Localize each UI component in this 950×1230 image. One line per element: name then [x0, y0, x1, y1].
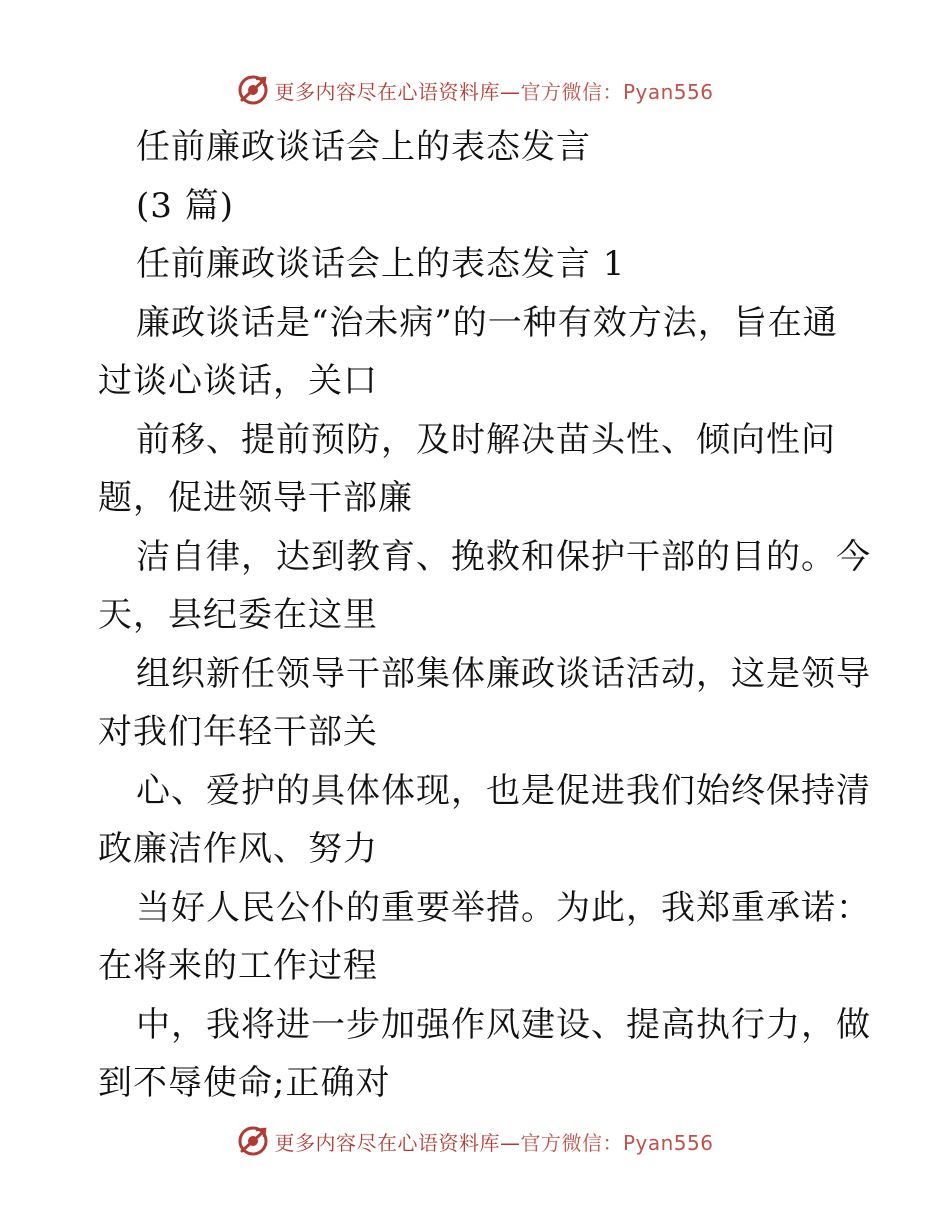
text-line: 在将来的工作过程 — [98, 946, 378, 986]
footer-watermark — [0, 1121, 950, 1161]
banner-text — [274, 76, 713, 105]
logo-icon — [236, 1124, 270, 1158]
text-line: 洁自律，达到教育、挽救和保护干部的目的。今 — [136, 536, 871, 577]
text-line: 组织新任领导干部集体廉政谈话活动，这是领导 — [136, 653, 871, 694]
document-body — [98, 118, 871, 1113]
banner-text — [274, 1127, 713, 1156]
text-line: 中，我将进一步加强作风建设、提高执行力，做 — [136, 1004, 871, 1045]
text-line: 任前廉政谈话会上的表态发言 1 — [136, 244, 626, 284]
banner-site: 更多内容尽在心语资料库— — [274, 79, 521, 104]
text-line: 当好人民公仆的重要举措。为此，我郑重承诺： — [136, 887, 871, 928]
text-line: 前移、提前预防，及时解决苗头性、倾向性问 — [136, 419, 836, 460]
banner-wechat: 官方微信：Pyan556 — [520, 1130, 714, 1155]
banner-wechat: 官方微信：Pyan556 — [520, 79, 714, 104]
text-line: 任前廉政谈话会上的表态发言 — [136, 127, 591, 167]
text-line: 天，县纪委在这里 — [98, 595, 378, 635]
text-line: 题，促进领导干部廉 — [98, 478, 413, 518]
text-line: (3 篇) — [136, 185, 234, 226]
text-line: 到不辱使命;正确对 — [98, 1063, 391, 1103]
text-line: 对我们年轻干部关 — [98, 712, 378, 752]
text-line: 过谈心谈话，关口 — [98, 361, 378, 401]
header-watermark — [0, 70, 950, 110]
text-line: 政廉洁作风、努力 — [98, 829, 378, 869]
text-line: 心、爱护的具体体现，也是促进我们始终保持清 — [136, 770, 871, 811]
text-line: 廉政谈话是“治未病”的一种有效方法，旨在通 — [136, 302, 838, 343]
banner-site: 更多内容尽在心语资料库— — [274, 1130, 521, 1155]
logo-icon — [236, 73, 270, 107]
